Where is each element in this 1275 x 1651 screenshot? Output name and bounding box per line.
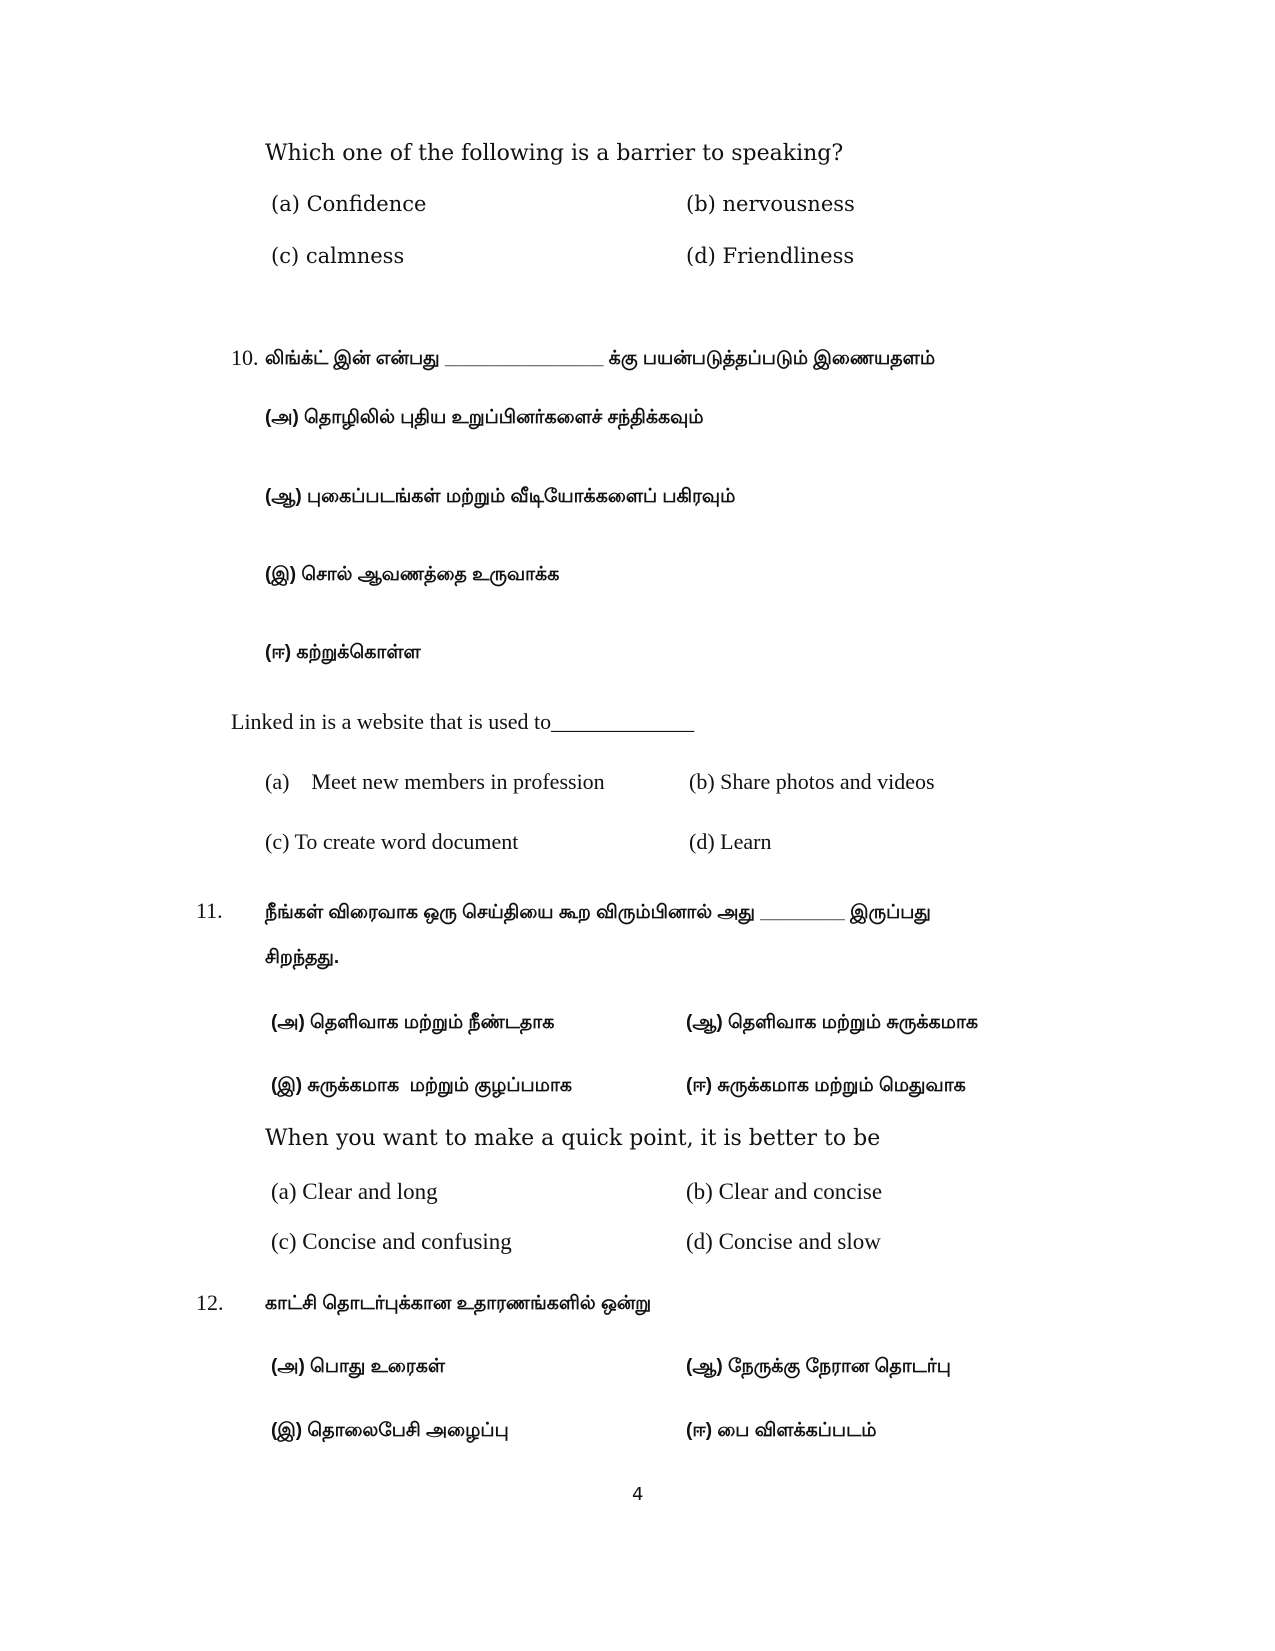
q10-english-option-a: (a) Meet new members in profession	[265, 769, 605, 794]
q12-tamil-option-d: (ஈ) பை விளக்கப்படம்	[686, 1420, 877, 1441]
q12-tamil-question: காட்சி தொடர்புக்கான உதாரணங்களில் ஒன்று	[265, 1293, 652, 1314]
q10-tamil-option-c: (இ) சொல் ஆவணத்தை உருவாக்க	[265, 564, 560, 585]
q10-tamil-option-d: (ஈ) கற்றுக்கொள்ள	[265, 642, 421, 663]
q10-english-question: Linked in is a website that is used to_____________	[231, 709, 695, 734]
q11-tamil-option-d: (ஈ) சுருக்கமாக மற்றும் மெதுவாக	[686, 1075, 966, 1096]
q10-english-option-d: (d) Learn	[689, 829, 772, 854]
q10-tamil-option-a: (அ) தொழிலில் புதிய உறுப்பினர்களைச் சந்திக்கவும்	[265, 407, 704, 428]
page-number: 4	[632, 1484, 644, 1505]
q10-tamil-question: லிங்க்ட் இன் என்பது _______________ க்கு பயன்படுத்தப்படும் இணையதளம்	[265, 348, 936, 369]
q9-option-b: (b) nervousness	[686, 192, 855, 216]
q9-english-question: Which one of the following is a barrier to speaking?	[265, 141, 844, 166]
q12-tamil-option-c: (இ) தொலைபேசி அழைப்பு	[271, 1420, 509, 1441]
q9-option-c: (c) calmness	[271, 244, 405, 268]
q11-number: 11.	[196, 898, 223, 923]
q9-option-d: (d) Friendliness	[686, 244, 855, 268]
q11-tamil-option-a: (அ) தெளிவாக மற்றும் நீண்டதாக	[271, 1012, 555, 1033]
q11-tamil-question-line1: நீங்கள் விரைவாக ஒரு செய்தியை கூற விரும்பினால் அது ________ இருப்பது	[265, 902, 931, 923]
q10-tamil-option-b: (ஆ) புகைப்படங்கள் மற்றும் வீடியோக்களைப் பகிரவும்	[265, 486, 736, 507]
q10-number: 10.	[231, 345, 259, 370]
q11-english-question: When you want to make a quick point, it is better to be	[265, 1126, 881, 1151]
q11-english-option-c: (c) Concise and confusing	[271, 1229, 512, 1254]
q11-tamil-option-b: (ஆ) தெளிவாக மற்றும் சுருக்கமாக	[686, 1012, 979, 1033]
q11-tamil-question-line2: சிறந்தது.	[265, 947, 340, 968]
q11-english-option-a: (a) Clear and long	[271, 1179, 438, 1204]
q12-tamil-option-b: (ஆ) நேருக்கு நேரான தொடர்பு	[686, 1356, 951, 1377]
q9-option-a: (a) Confidence	[271, 192, 427, 216]
q10-english-option-c: (c) To create word document	[265, 829, 519, 854]
q10-english-option-b: (b) Share photos and videos	[689, 769, 935, 794]
q12-tamil-option-a: (அ) பொது உரைகள்	[271, 1356, 445, 1377]
q11-tamil-option-c: (இ) சுருக்கமாக மற்றும் குழப்பமாக	[271, 1075, 573, 1096]
q12-number: 12.	[196, 1290, 224, 1315]
q11-english-option-d: (d) Concise and slow	[686, 1229, 881, 1254]
q11-english-option-b: (b) Clear and concise	[686, 1179, 883, 1204]
